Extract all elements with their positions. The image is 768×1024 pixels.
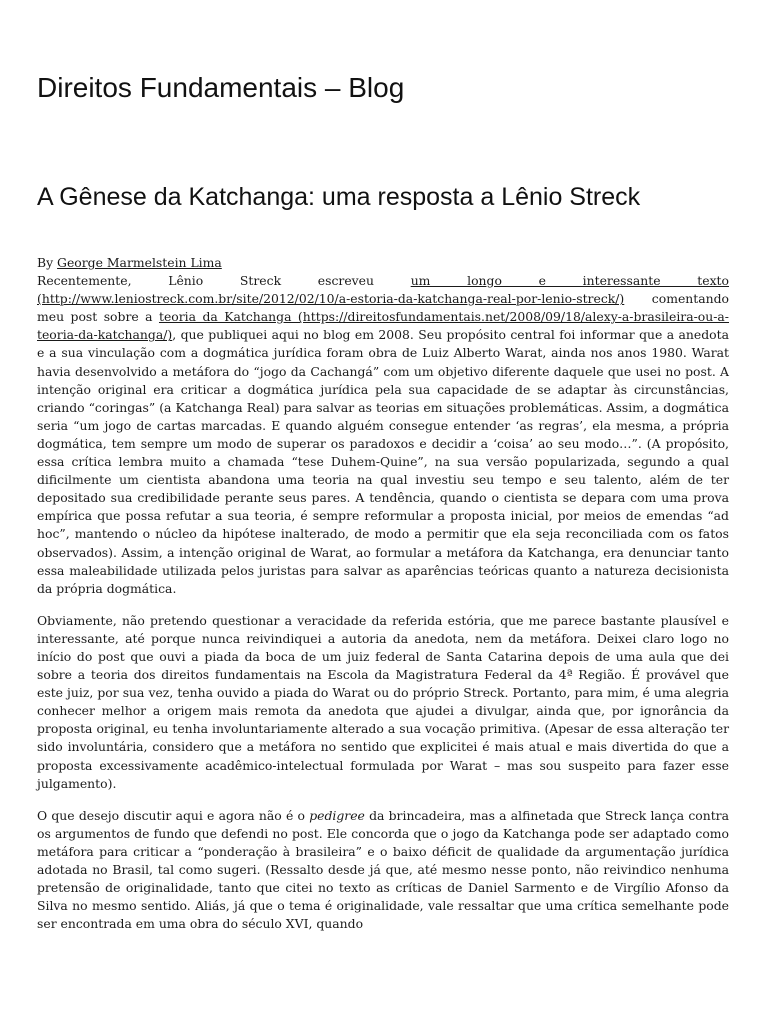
paragraph-1-text-c: , que publiquei aqui no blog em 2008. Seu propósito central foi informar que a anedota e a sua vinculação com a dogmática jurídica foram obra de Luiz Alberto Warat, ainda nos anos 1980. Warat havia desenvolvido a metáfora do “jogo da Cachangá” com um objetivo diferente daquele que usei no post. A intenção original era criticar a dogmática jurídica pela sua capacidade de se adaptar às circunstâncias, criando “coringas” (a Katchanga Real) para salvar as teorias em situações problemáticas. Assim, a dogmática seria “um jogo de cartas marcadas. E quando alguém consegue entender ‘as regras’, ela mesma, a própria dogmática, tem sempre um modo de superar os paradoxos e decidir a ‘coisa’ ao seu modo…”. (A propósito, essa crítica lembra muito a chamada “tese Duhem-Quine”, na sua versão popularizada, segundo a qual dificilmente um cientista abandona uma teoria na qual investiu seu tempo e seu talento, além de ter depositado sua credibilidade perante seus pares. A tendência, quando o cientista se depara com uma prova empírica que possa refutar a sua teoria, é sempre reformular a proposta inicial, por meios de emendas “ad hoc”, mantendo o núcleo da hipótese inalterado, de modo a permitir que ela seja reconciliada com os fatos observados). Assim, a intenção original de Warat, ao formular a metáfora da Katchanga, era denunciar tanto essa maleabilidade utilizada pelos juristas para salvar as aparências teóricas quanto a natureza decisionista da própria dogmática. bbox=[37, 327, 729, 596]
paragraph-3 bbox=[37, 807, 729, 934]
paragraph-3-text-a: O que desejo discutir aqui e agora não é o bbox=[37, 807, 310, 823]
post-content bbox=[37, 254, 729, 947]
author-link[interactable]: George Marmelstein Lima bbox=[57, 255, 222, 270]
paragraph-3-text-b: da brincadeira, mas a alfinetada que Streck lança contra os argumentos de fundo que defendi no post. Ele concorda que o jogo da Katchanga pode ser adaptado como metáfora para criticar a “ponderação à brasileira” e o baixo déficit de qualidade da argumentação jurídica adotada no Brasil, tal como sugeri. (Ressalto desde já que, até mesmo nesse ponto, não reivindico nenhuma pretensão de originalidade, tanto que citei no texto as críticas de Daniel Sarmento e de Virgílio Afonso da Silva no mesmo sentido. Aliás, já que o tema é originalidade, vale ressaltar que uma crítica semelhante pode ser encontrada em uma obra do século XVI, quando bbox=[37, 807, 729, 932]
blog-title[interactable]: Direitos Fundamentais – Blog bbox=[37, 72, 405, 103]
byline-prefix: By bbox=[37, 255, 58, 270]
streck-article-link[interactable]: um longo e interessante texto (http://www.leniostreck.com.br/site/2012/02/10/a-estoria-da-katchanga-real-por-lenio-streck/) bbox=[37, 273, 729, 307]
post-title[interactable]: A Gênese da Katchanga: uma resposta a Lênio Streck bbox=[37, 183, 641, 211]
paragraph-2: Obviamente, não pretendo questionar a veracidade da referida estória, que me parece bastante plausível e interessante, até porque nunca reivindiquei a autoria da anedota, nem da metáfora. Deixei claro logo no início do post que ouvi a piada da boca de um juiz federal de Santa Catarina depois de uma aula que dei sobre a teoria dos direitos fundamentais na Escola da Magistratura Federal da 4ª Região. É provável que este juiz, por sua vez, tenha ouvido a piada do Warat ou do próprio Streck. Portanto, para mim, é uma alegria conhecer melhor a origem mais remota da anedota que ajudei a divulgar, ainda que, por ignorância da proposta original, eu tenha involuntariamente alterado a sua vocação primitiva. (Apesar de essa alteração ter sido involuntária, considero que a metáfora no sentido que explicitei é mais atual e mais divertida do que a proposta excessivamente acadêmico-intelectual formulada por Warat – mas sou suspeito para fazer esse julgamento). bbox=[37, 612, 729, 791]
paragraph-1-text-b: comentando meu post sobre a bbox=[37, 291, 729, 325]
paragraph-1-text-a: Recentemente, Lênio Streck escreveu bbox=[37, 273, 411, 289]
pedigree-emphasis: pedigree bbox=[309, 807, 365, 823]
katchanga-post-link[interactable]: teoria da Katchanga (https://direitosfundamentais.net/2008/09/18/alexy-a-brasileira-ou-a-teoria-da-katchanga/) bbox=[37, 309, 729, 343]
byline bbox=[37, 254, 729, 272]
paragraph-1 bbox=[37, 272, 729, 598]
